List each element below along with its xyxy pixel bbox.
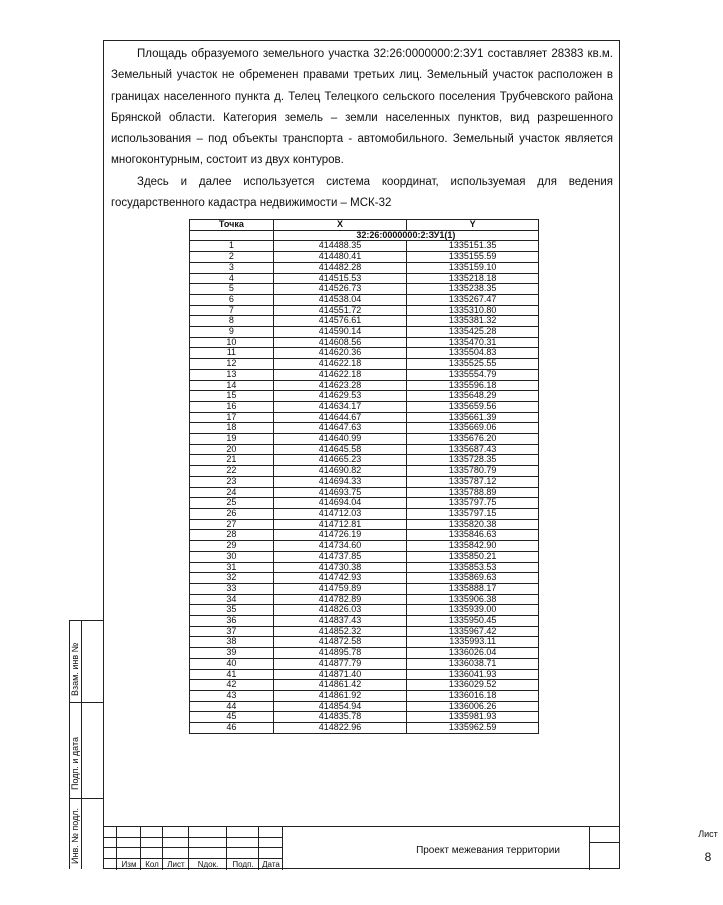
point-cell: 46 xyxy=(190,723,274,734)
table-row xyxy=(190,476,539,487)
x-cell: 414861.92 xyxy=(273,690,407,701)
x-cell: 414576.61 xyxy=(273,316,407,327)
table-subheader-row xyxy=(190,230,539,241)
stamp-header-date: Дата xyxy=(262,860,280,869)
x-cell: 414551.72 xyxy=(273,305,407,316)
y-cell: 1336038.71 xyxy=(407,658,539,669)
y-cell: 1335846.63 xyxy=(407,530,539,541)
table-row xyxy=(190,294,539,305)
table-row xyxy=(190,369,539,380)
table-row xyxy=(190,583,539,594)
y-cell: 1335888.17 xyxy=(407,583,539,594)
point-cell: 45 xyxy=(190,712,274,723)
sheet-label: Лист xyxy=(698,829,718,839)
table-row xyxy=(190,626,539,637)
point-cell: 42 xyxy=(190,680,274,691)
y-cell: 1335267.47 xyxy=(407,294,539,305)
y-cell: 1335788.89 xyxy=(407,487,539,498)
table-row xyxy=(190,455,539,466)
point-cell: 25 xyxy=(190,498,274,509)
stamp-header-signature: Подп. xyxy=(232,860,254,869)
y-cell: 1335728.35 xyxy=(407,455,539,466)
header-point: Точка xyxy=(190,220,274,231)
point-cell: 23 xyxy=(190,476,274,487)
parcel-contour-id: 32:26:0000000:2:ЗУ1(1) xyxy=(273,230,538,241)
table-row xyxy=(190,680,539,691)
x-cell: 414835.78 xyxy=(273,712,407,723)
y-cell: 1336006.26 xyxy=(407,701,539,712)
x-cell: 414854.94 xyxy=(273,701,407,712)
x-cell: 414608.56 xyxy=(273,337,407,348)
point-cell: 28 xyxy=(190,530,274,541)
x-cell: 414647.63 xyxy=(273,423,407,434)
y-cell: 1335238.35 xyxy=(407,284,539,295)
x-cell: 414590.14 xyxy=(273,327,407,338)
y-cell: 1335850.21 xyxy=(407,551,539,562)
x-cell: 414730.38 xyxy=(273,562,407,573)
y-cell: 1335151.35 xyxy=(407,241,539,252)
table-row xyxy=(190,508,539,519)
y-cell: 1335906.38 xyxy=(407,594,539,605)
coordinates-table xyxy=(189,219,539,734)
x-cell: 414759.89 xyxy=(273,583,407,594)
x-cell: 414742.93 xyxy=(273,573,407,584)
table-row xyxy=(190,562,539,573)
y-cell: 1335787.12 xyxy=(407,476,539,487)
table-row xyxy=(190,273,539,284)
point-cell: 10 xyxy=(190,337,274,348)
x-cell: 414623.28 xyxy=(273,380,407,391)
y-cell: 1335659.56 xyxy=(407,401,539,412)
y-cell: 1335381.32 xyxy=(407,316,539,327)
point-cell: 38 xyxy=(190,637,274,648)
y-cell: 1335159.10 xyxy=(407,262,539,273)
x-cell: 414877.79 xyxy=(273,658,407,669)
point-cell: 43 xyxy=(190,690,274,701)
x-cell: 414712.81 xyxy=(273,519,407,530)
point-cell: 3 xyxy=(190,262,274,273)
point-cell: 12 xyxy=(190,359,274,370)
y-cell: 1335669.06 xyxy=(407,423,539,434)
y-cell: 1336016.18 xyxy=(407,690,539,701)
table-row xyxy=(190,658,539,669)
table-row xyxy=(190,690,539,701)
x-cell: 414488.35 xyxy=(273,241,407,252)
point-cell: 2 xyxy=(190,252,274,263)
y-cell: 1335780.79 xyxy=(407,466,539,477)
table-row xyxy=(190,316,539,327)
table-row xyxy=(190,616,539,627)
point-cell: 35 xyxy=(190,605,274,616)
x-cell: 414871.40 xyxy=(273,669,407,680)
point-cell: 9 xyxy=(190,327,274,338)
x-cell: 414734.60 xyxy=(273,541,407,552)
y-cell: 1335504.83 xyxy=(407,348,539,359)
x-cell: 414645.58 xyxy=(273,444,407,455)
x-cell: 414665.23 xyxy=(273,455,407,466)
body-text xyxy=(111,44,613,214)
y-cell: 1335218.18 xyxy=(407,273,539,284)
stamp-header-change: Изм xyxy=(121,860,137,869)
x-cell: 414694.33 xyxy=(273,476,407,487)
y-cell: 1335962.59 xyxy=(407,723,539,734)
x-cell: 414634.17 xyxy=(273,401,407,412)
table-row xyxy=(190,444,539,455)
table-row xyxy=(190,530,539,541)
x-cell: 414737.85 xyxy=(273,551,407,562)
y-cell: 1335993.11 xyxy=(407,637,539,648)
sheet-number: 8 xyxy=(704,850,712,864)
table-row xyxy=(190,327,539,338)
x-cell: 414622.18 xyxy=(273,369,407,380)
table-row xyxy=(190,487,539,498)
table-row xyxy=(190,284,539,295)
x-cell: 414826.03 xyxy=(273,605,407,616)
point-cell: 13 xyxy=(190,369,274,380)
x-cell: 414629.53 xyxy=(273,391,407,402)
side-stamp xyxy=(69,620,103,869)
point-cell: 16 xyxy=(190,401,274,412)
y-cell: 1335939.00 xyxy=(407,605,539,616)
y-cell: 1335676.20 xyxy=(407,434,539,445)
stamp-header-doc-number: Nдок. xyxy=(197,860,219,869)
table-row xyxy=(190,712,539,723)
point-cell: 39 xyxy=(190,648,274,659)
x-cell: 414622.18 xyxy=(273,359,407,370)
x-cell: 414538.04 xyxy=(273,294,407,305)
y-cell: 1335525.55 xyxy=(407,359,539,370)
x-cell: 414526.73 xyxy=(273,284,407,295)
x-cell: 414694.04 xyxy=(273,498,407,509)
x-cell: 414620.36 xyxy=(273,348,407,359)
point-cell: 8 xyxy=(190,316,274,327)
point-cell: 24 xyxy=(190,487,274,498)
point-cell: 20 xyxy=(190,444,274,455)
point-cell: 11 xyxy=(190,348,274,359)
table-row xyxy=(190,434,539,445)
table-row xyxy=(190,348,539,359)
side-label-original-inv: Инв. № подл. xyxy=(70,807,80,864)
point-cell: 44 xyxy=(190,701,274,712)
y-cell: 1335310.80 xyxy=(407,305,539,316)
point-cell: 15 xyxy=(190,391,274,402)
y-cell: 1336026.04 xyxy=(407,648,539,659)
x-cell: 414852.32 xyxy=(273,626,407,637)
x-cell: 414640.99 xyxy=(273,434,407,445)
point-cell: 29 xyxy=(190,541,274,552)
point-cell: 1 xyxy=(190,241,274,252)
table-row xyxy=(190,498,539,509)
table-row xyxy=(190,605,539,616)
y-cell: 1336029.52 xyxy=(407,680,539,691)
table-row xyxy=(190,723,539,734)
y-cell: 1335155.59 xyxy=(407,252,539,263)
point-cell: 18 xyxy=(190,423,274,434)
table-row xyxy=(190,701,539,712)
paragraph-area-description: Площадь образуемого земельного участка 32:26:0000000:2:ЗУ1 составляет 28383 кв.м. Земельный участок не обременен правами третьих лиц. Земельный участок расположен в границах населенного пункта д. Телец Телецкого сельского поселения Трубчевского района Брянской области. Категория земель – земли населенных пунктов, вид разрешенного использования – под объекты транспорта - автомобильного. Земельный участок является многоконтурным, состоит из двух контуров. xyxy=(111,48,613,167)
header-y: Y xyxy=(407,220,539,231)
x-cell: 414480.41 xyxy=(273,252,407,263)
y-cell: 1335967.42 xyxy=(407,626,539,637)
point-cell: 33 xyxy=(190,583,274,594)
y-cell: 1335648.29 xyxy=(407,391,539,402)
x-cell: 414726.19 xyxy=(273,530,407,541)
side-label-signature-date: Подп. и дата xyxy=(70,736,80,790)
header-x: X xyxy=(273,220,407,231)
y-cell: 1336041.93 xyxy=(407,669,539,680)
paragraph-coordinate-system: Здесь и далее используется система координат, используемая для ведения государственного кадастра недвижимости – МСК-32 xyxy=(111,175,613,210)
table-row xyxy=(190,412,539,423)
y-cell: 1335687.43 xyxy=(407,444,539,455)
table-row xyxy=(190,337,539,348)
point-cell: 7 xyxy=(190,305,274,316)
table-row xyxy=(190,380,539,391)
table-header-row xyxy=(190,220,539,231)
side-label-replaced-inv: Взам. инв № xyxy=(70,642,80,696)
x-cell: 414837.43 xyxy=(273,616,407,627)
x-cell: 414861.42 xyxy=(273,680,407,691)
point-cell: 4 xyxy=(190,273,274,284)
x-cell: 414782.89 xyxy=(273,594,407,605)
y-cell: 1335470.31 xyxy=(407,337,539,348)
table-row xyxy=(190,648,539,659)
x-cell: 414693.75 xyxy=(273,487,407,498)
table-row xyxy=(190,391,539,402)
x-cell: 414822.96 xyxy=(273,723,407,734)
y-cell: 1335842.90 xyxy=(407,541,539,552)
point-cell: 21 xyxy=(190,455,274,466)
x-cell: 414872.58 xyxy=(273,637,407,648)
table-row xyxy=(190,594,539,605)
point-cell: 30 xyxy=(190,551,274,562)
point-cell: 6 xyxy=(190,294,274,305)
table-row xyxy=(190,573,539,584)
point-cell: 17 xyxy=(190,412,274,423)
y-cell: 1335554.79 xyxy=(407,369,539,380)
table-row xyxy=(190,359,539,370)
y-cell: 1335797.75 xyxy=(407,498,539,509)
point-cell: 41 xyxy=(190,669,274,680)
y-cell: 1335425.28 xyxy=(407,327,539,338)
x-cell: 414712.03 xyxy=(273,508,407,519)
y-cell: 1335853.53 xyxy=(407,562,539,573)
x-cell: 414515.53 xyxy=(273,273,407,284)
x-cell: 414690.82 xyxy=(273,466,407,477)
table-row xyxy=(190,541,539,552)
y-cell: 1335596.18 xyxy=(407,380,539,391)
x-cell: 414482.28 xyxy=(273,262,407,273)
point-cell: 26 xyxy=(190,508,274,519)
point-cell: 31 xyxy=(190,562,274,573)
point-cell: 19 xyxy=(190,434,274,445)
y-cell: 1335820.38 xyxy=(407,519,539,530)
point-cell: 37 xyxy=(190,626,274,637)
table-row xyxy=(190,305,539,316)
x-cell: 414895.78 xyxy=(273,648,407,659)
y-cell: 1335661.39 xyxy=(407,412,539,423)
point-cell: 32 xyxy=(190,573,274,584)
y-cell: 1335950.45 xyxy=(407,616,539,627)
table-row xyxy=(190,241,539,252)
table-row xyxy=(190,401,539,412)
document-title: Проект межевания территории xyxy=(416,845,560,856)
table-row xyxy=(190,669,539,680)
y-cell: 1335981.93 xyxy=(407,712,539,723)
table-row xyxy=(190,551,539,562)
stamp-header-sheet: Лист xyxy=(167,860,185,869)
table-row xyxy=(190,466,539,477)
x-cell: 414644.67 xyxy=(273,412,407,423)
point-cell: 27 xyxy=(190,519,274,530)
table-row xyxy=(190,262,539,273)
table-row xyxy=(190,519,539,530)
point-cell: 36 xyxy=(190,616,274,627)
point-cell: 40 xyxy=(190,658,274,669)
point-cell: 14 xyxy=(190,380,274,391)
title-block xyxy=(103,826,718,869)
point-cell: 5 xyxy=(190,284,274,295)
point-cell: 22 xyxy=(190,466,274,477)
table-row xyxy=(190,637,539,648)
y-cell: 1335797.15 xyxy=(407,508,539,519)
stamp-header-count: Кол xyxy=(145,860,159,869)
point-cell: 34 xyxy=(190,594,274,605)
table-row xyxy=(190,423,539,434)
y-cell: 1335869.63 xyxy=(407,573,539,584)
table-row xyxy=(190,252,539,263)
